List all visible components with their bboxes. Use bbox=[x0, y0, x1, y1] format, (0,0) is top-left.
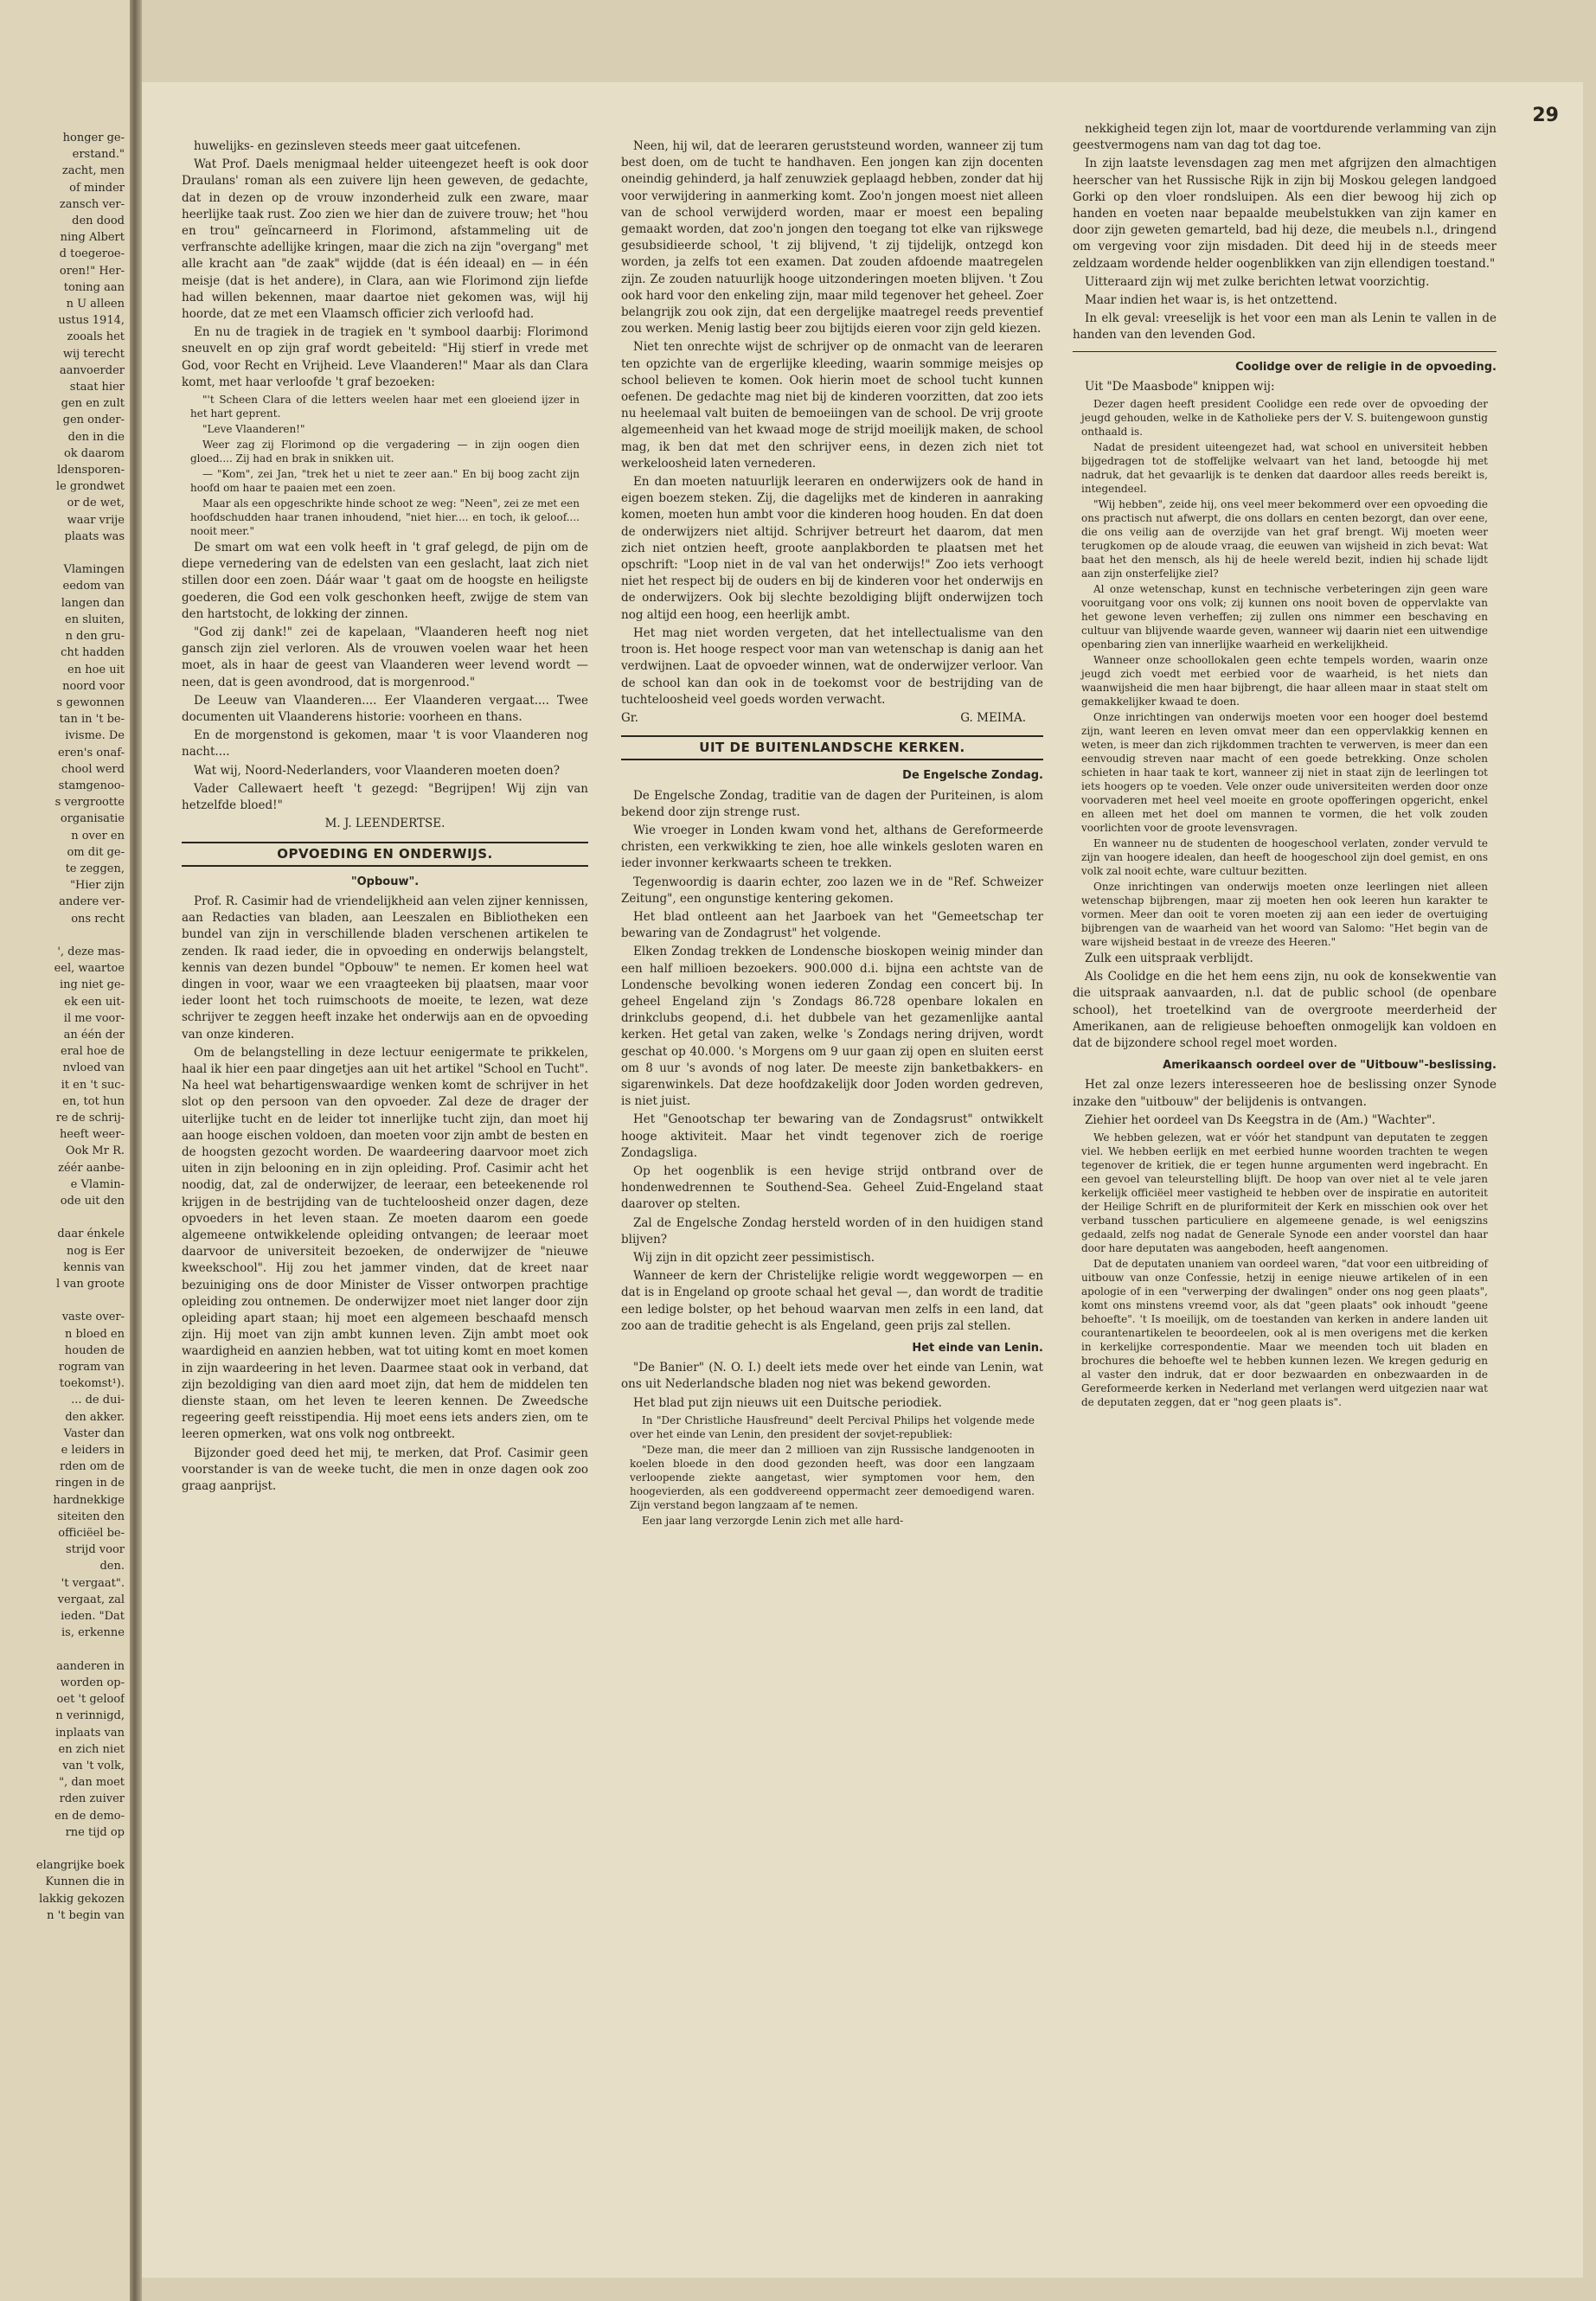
edge-text-line: Kunnen die in bbox=[45, 1875, 125, 1889]
edge-text-line: te zeggen, bbox=[65, 862, 125, 875]
edge-text-line: stamgenoo- bbox=[58, 779, 125, 792]
edge-text-line: s vergrootte bbox=[54, 796, 125, 810]
edge-text-line: toning aan bbox=[63, 280, 125, 294]
quoted-paragraph: "Deze man, die meer dan 2 millioen van zijn Russische landgenooten in koelen bloede in den dood gezonden heeft, was door een langzaam verloopende ziekte aangetast, wier symptomen voor hem, den hoogevierden, als een goddvereend oppermacht zeer demoedigend waren. Zijn verstand begon langzaam af te nemen. bbox=[630, 1443, 1035, 1511]
edge-text-line: Ook Mr R. bbox=[65, 1144, 125, 1158]
edge-text-line: ivisme. De bbox=[65, 729, 125, 743]
edge-text-line: le grondwet bbox=[55, 480, 125, 494]
edge-text-line: toekomst¹). bbox=[59, 1377, 125, 1391]
column-3 bbox=[1073, 121, 1497, 2266]
edge-text-line: organisatie bbox=[60, 812, 125, 826]
edge-text-line: ldensporen- bbox=[56, 464, 125, 478]
edge-text-line: ek een uit- bbox=[64, 995, 125, 1009]
edge-text-line: en, tot hun bbox=[62, 1094, 125, 1108]
edge-text-line: rogram van bbox=[58, 1361, 125, 1375]
paragraph: Op het oogenblik is een hevige strijd ontbrand over de hondenwedrennen te Southend-Sea. Geheel Zuid-Engeland staat daarover op stelten. bbox=[621, 1163, 1043, 1212]
paragraph: Wat Prof. Daels menigmaal helder uiteengezet heeft is ook door Draulans' roman als een zuivere lijn heen geweven, de gedachte, dat in dezen op de vrouw inzonderheid zulk een zware, maar heerlijke taak rust. Zoo zien we hier dan de zuivere trouw; het "hou en trou" geïncarneerd in Florimond, afstammeling uit de verfranschte adellijke kringen, maar die zich na zijn "overgang" met alle kracht aan "de zaak" wijdde (dat is één ideaal) en — in één meisje (dat is het andere), in Clara, aan wie Florimond zijn liefde had willen bekennen, maar daartoe niet gekomen was, wijl hij hoorde, dat ze met een Vlaamsch officier zich verloofd had. bbox=[182, 157, 588, 322]
quoted-paragraph: En wanneer nu de studenten de hoogeschool verlaten, zonder vervuld te zijn van hoogere idealen, dan heeft de hoogeschool zijn doel gemist, en ons volk zal nooit echte, ware cultuur bezitten. bbox=[1081, 837, 1488, 878]
edge-text-line: en zich niet bbox=[58, 1742, 125, 1756]
paragraph: En de morgenstond is gekomen, maar 't is voor Vlaanderen nog nacht.... bbox=[182, 728, 588, 760]
paragraph: Neen, hij wil, dat de leeraren geruststeund worden, wanneer zij tum best doen, om de tucht te handhaven. Een jongen kan zijn docenten oneindig gehinderd, ja half zenuwziek geplaagd hebben, zonder dat hij voor verwijdering in aanmerking komt. Zoo'n jongen moest niet alleen van de school verwijderd worden, maar er moest een bepaling gemaakt worden, dat zoo'n jongen den toegang tot elke van rijkswege gesubsidieerde school, 't zij blijvend, 't zij tijdelijk, ontzegd kon worden, ja zelfs tot een examen. Dat zouden afdoende maatregelen zijn. Ze zouden natuurlijk hooge uitzonderingen moeten blijven. 't Zou ook hard voor den enkeling zijn, maar mild tegenover het geheel. Zoer belangrijk zou ook zijn, dat een dergelijke maatregel reeds preventief zou werken. Menig lastig beer zou bijtijds eieren voor zijn geld kiezen. bbox=[621, 139, 1043, 336]
quoted-paragraph: "Leve Vlaanderen!" bbox=[202, 423, 305, 436]
section-heading-buitenlandsche-kerken: UIT DE BUITENLANDSCHE KERKEN. bbox=[621, 735, 1043, 760]
paragraph: "De Banier" (N. O. I.) deelt iets mede over het einde van Lenin, wat ons uit Nederlandsche bladen nog niet was bekend geworden. bbox=[621, 1361, 1043, 1392]
edge-text-line: siteiten den bbox=[57, 1509, 125, 1523]
edge-text-line: den dood bbox=[72, 215, 125, 228]
page-number: 29 bbox=[1532, 105, 1559, 126]
edge-text-line: honger ge- bbox=[62, 131, 125, 144]
edge-text-line: "Hier zijn bbox=[70, 879, 125, 893]
edge-text-line: aanderen in bbox=[56, 1659, 125, 1673]
edge-text-line: den in die bbox=[67, 430, 125, 444]
subheading-engelsche-zondag: De Engelsche Zondag. bbox=[902, 769, 1043, 783]
edge-text-line: is, erkenne bbox=[61, 1626, 125, 1640]
edge-text-line: ", dan moet bbox=[59, 1776, 125, 1790]
edge-text-line: n den gru- bbox=[65, 630, 125, 644]
edge-text-line: hardnekkige bbox=[53, 1493, 125, 1507]
edge-text-line: oren!" Her- bbox=[59, 264, 125, 278]
paragraph: De smart om wat een volk heeft in 't graf gelegd, de pijn om de diepe vernedering van de edelsten van een geslacht, laat zich niet stillen door een zoen. Dáár waar 't gaat om de hoogste en heiligste goederen, die God een volk geschonken heeft, zwijge de stem van den hartstocht, de lokking der zinnen. bbox=[182, 541, 588, 621]
edge-text-line: vaste over- bbox=[61, 1311, 125, 1324]
edge-text-line: n 't begin van bbox=[47, 1908, 125, 1922]
paragraph: Het "Genootschap ter bewaring van de Zondagsrust" ontwikkelt hooge aktiviteit. Maar het vindt tegenover zich de roerige Zondagsliga. bbox=[621, 1112, 1043, 1160]
edge-text-line: n U alleen bbox=[66, 298, 125, 311]
edge-text-line: re de schrij- bbox=[55, 1111, 125, 1125]
edge-text-line: andere ver- bbox=[59, 895, 125, 909]
edge-text-line: s gewonnen bbox=[56, 695, 125, 709]
edge-text-line: ... de dui- bbox=[71, 1394, 125, 1407]
edge-text-line: vergaat, zal bbox=[57, 1593, 125, 1606]
paragraph: Uitteraard zijn wij met zulke berichten letwat voorzichtig. bbox=[1085, 274, 1430, 289]
paragraph: Elken Zondag trekken de Londensche bioskopen weinig minder dan een half millioen bezoekers. 900.000 d.i. bijna een achtste van de Londensche bevolking wonen iederen Zondag een concert bij. In geheel Engeland zijn 's Zondags 86.728 openbare lokalen en drinkclubs geopend, d.i. het dubbele van het gezamenlijke aantal kerken. Het getal van zaken, welke 's Zondags nering drijven, wordt geschat op 40.000. 's Morgens om 9 uur gaan zij open en sluiten eerst om 8 uur 's avonds of nog later. De meeste zijn banketbakkers- en sigarenwinkels. Dat deze hoofdzakelijk door Joden worden gedreven, is niet juist. bbox=[621, 945, 1043, 1109]
edge-text-line: en hoe uit bbox=[67, 663, 125, 676]
paragraph: In zijn laatste levensdagen zag men met afgrijzen den almachtigen heerscher van het Russische Rijk in zijn bij Moskou gelegen landgoed Gorki op den vloer rondsluipen. Als een dier bewoog hij zich op handen en voeten naar bepaalde meubelstukken van zijn kamer en door zijn geweten gemarteld, bad hij deze, die meubels n.l., dringend om vergeving voor zijn misdaden. Dit deed hij in de steeds meer zeldzaam wordende helder oogenblikken van zijn ellendigen toestand." bbox=[1073, 157, 1497, 271]
quoted-paragraph: We hebben gelezen, wat er vóór het standpunt van deputaten te zeggen viel. We hebben eerlijk en met eerbied hunne woorden trachten te wegen tegenover de kritiek, die er tegen hunne argumenten werd ingebracht. En een gevoel van teleurstelling blijft. De hoop van over niet al te vele jaren kerkelijk officiëel meer vastigheid te hebben over de inspiratie en autoriteit der Heilige Schrift en de pluriformiteit der Kerk en misschien ook over het verband tusschen particuliere en algemeene genade, is wel eenigszins gedaald, zelfs nog nadat de Generale Synode een ander voorstel dan haar door hare deputaten was aangeboden, heeft aangenomen. bbox=[1081, 1131, 1488, 1255]
edge-text-line: kennis van bbox=[63, 1260, 125, 1274]
edge-text-line: zansch ver- bbox=[59, 197, 125, 211]
paragraph: Het blad ontleent aan het Jaarboek van het "Gemeetschap ter bewaring van de Zondagrust" het volgende. bbox=[621, 909, 1043, 941]
edge-text-line: van 't volk, bbox=[62, 1759, 125, 1772]
edge-text-line: zéér aanbe- bbox=[58, 1161, 125, 1175]
edge-text-line: inplaats van bbox=[54, 1726, 125, 1740]
edge-text-line: eren's onaf- bbox=[57, 746, 125, 760]
edge-text-line: wij terecht bbox=[62, 347, 125, 361]
edge-text-line: daar énkele bbox=[57, 1227, 125, 1241]
paragraph: En dan moeten natuurlijk leeraren en onderwijzers ook de hand in eigen boezem steken. Zij, die dagelijks met de kinderen in aanraking komen, moeten hun ambt voor die kinderen hoog houden. En dat doen de onderwijzers niet altijd. Schrijver betreurt het daarom, dat men zich niet ontzien heeft, groote aanplakborden te plaatsen met het opschrift: "Loop niet in de val van het onderwijs!" Zoo iets verhoogt niet het respect bij de ouders en bij de kinderen voor het onderwijs en de onderwijzers. Ook bij slechte bezoldiging blijft onderwijzen toch nog altijd een hoog, een heerlijk ambt. bbox=[621, 475, 1043, 622]
edge-text-line bbox=[3, 1209, 125, 1226]
paragraph: Het blad put zijn nieuws uit een Duitsche periodiek. bbox=[633, 1395, 942, 1410]
edge-text-line: ustus 1914, bbox=[58, 314, 125, 328]
previous-page-text bbox=[3, 130, 125, 2240]
edge-text-line: zooals het bbox=[67, 330, 125, 344]
edge-text-line: oet 't geloof bbox=[56, 1693, 125, 1707]
edge-text-line: eral hoe de bbox=[61, 1045, 125, 1059]
edge-text-line: n over en bbox=[71, 829, 125, 843]
paragraph: Zulk een uitspraak verblijdt. bbox=[1085, 952, 1253, 966]
quoted-paragraph: "'t Scheen Clara of die letters weelen haar met een gloeiend ijzer in het hart geprent. bbox=[190, 394, 580, 420]
section-heading-opvoeding: OPVOEDING EN ONDERWIJS. bbox=[182, 842, 588, 867]
paragraph: Maar indien het waar is, is het ontzettend. bbox=[1085, 293, 1337, 308]
paragraph: Uit "De Maasbode" knippen wij: bbox=[1085, 379, 1275, 394]
edge-text-line: elangrijke boek bbox=[35, 1859, 125, 1873]
edge-text-line: it en 't suc- bbox=[61, 1078, 125, 1092]
edge-text-line: den. bbox=[99, 1560, 125, 1574]
edge-text-line: Vaster dan bbox=[63, 1426, 125, 1440]
edge-text-line: noord voor bbox=[62, 679, 125, 693]
paragraph: "God zij dank!" zei de kapelaan, "Vlaanderen heeft nog niet gansch zijn ziel verloren. Als de vrouwen voelen waar het heen moet, als in haar de geest van Vlaanderen weer levend wordt — neen, dat is geen avondrood, dat is morgenrood." bbox=[182, 625, 588, 689]
edge-text-line: plaats was bbox=[64, 529, 125, 543]
edge-text-line: officiëel be- bbox=[58, 1527, 125, 1541]
edge-text-line: rden zuiver bbox=[59, 1792, 125, 1806]
signature-gr: Gr. bbox=[621, 710, 639, 725]
edge-text-line: aanvoerder bbox=[59, 363, 125, 377]
paragraph: huwelijks- en gezinsleven steeds meer gaat uitcefenen. bbox=[194, 139, 522, 153]
column-1 bbox=[182, 138, 588, 2266]
edge-text-line: an één der bbox=[63, 1028, 125, 1042]
edge-text-line: cht hadden bbox=[61, 646, 125, 660]
edge-text-line: ieden. "Dat bbox=[61, 1610, 125, 1624]
edge-text-line: chool werd bbox=[61, 762, 125, 776]
paragraph: Om de belangstelling in deze lectuur eenigermate te prikkelen, haal ik hier een paar dingetjes aan uit het artikel "School en Tucht". Na heel wat behartigenswaardige wenken komt de schrijver in het slot op den persoon van den opvoeder. Zal deze de drager der uiterlijke tucht en de leider tot innerlijke tucht zijn, dan moet hij aan hooge eischen voldoen, dan moeten voor zijn ambt de besten en de hoogsten gezocht worden. De waardeering daarvoor moet zich uiten in zijn belooning en in zijn opleiding. Prof. Casimir acht het noodig, dat, zal de onderwijzer, de leeraar, een beteekenende rol krijgen in de bestrijding van de tuchteloosheid onzer dagen, deze opvoeders in het leven staan. Ze moeten daarom een goede algemeene ontwikkelende opleiding ontvangen; de leeraar moet daarvoor de universiteit bezoeken, de onderwijzer de "nieuwe kweekschool". Hij zou het jammer vinden, dat de kreet naar bezuiniging ons de door Minister de Visser ontworpen prachtige opleiding zou ontnemen. De onderwijzer moet niet langer door zijn opleiding apart staan; hij moet een algemeen beschaafd mensch zijn. Hij moet van zijn ambt kunnen leven. Zijn ambt moet ook waardigheid en aanzien hebben, wat tot uiting komt en moet komen in zijn waardeering in het leven. Daarmee staat ook in verband, dat zijn bezoldiging van dien aard moet zijn, dat hem de middelen ten dienste staan, om het leven te leeren kennen. De Zweedsche regeering geeft reisstipendia. Hij moet eens iets anders zien, om te leeren opmerken, wat ons volk nog ontbreekt. bbox=[182, 1045, 588, 1442]
quoted-paragraph: Een jaar lang verzorgde Lenin zich met alle hard- bbox=[642, 1514, 904, 1527]
paragraph: De Engelsche Zondag, traditie van de dagen der Puriteinen, is alom bekend door zijn strenge rust. bbox=[621, 788, 1043, 819]
paragraph: Wij zijn in dit opzicht zeer pessimistisch. bbox=[633, 1251, 875, 1265]
book-spine bbox=[130, 0, 142, 2301]
quoted-paragraph: Weer zag zij Florimond op die vergadering — in zijn oogen dien gloed.... Zij had en brak in snikken uit. bbox=[190, 439, 580, 465]
paragraph: Niet ten onrechte wijst de schrijver op de onmacht van de leeraren ten opzichte van de ergerlijke kleeding, waarin sommige meisjes op school believen te komen. Ook hierin moet de school tucht kunnen oefenen. De gedachte mag niet bij de kinderen voorzitten, dat zoo iets nu heelemaal valt buiten de bemoeiingen van de school. De vrij groote algemeenheid van het kwaad moge de strijd moeilijk maken, de school mag, ik ben dat met den schrijver eens, in dezen zich niet tot werkeloosheid laten vernederen. bbox=[621, 340, 1043, 471]
quoted-paragraph: Al onze wetenschap, kunst en technische verbeteringen zijn geen ware vooruitgang voor ons volk; zij kunnen ons nooit boven de oppervlakte van het gewone leven verheffen; zij zullen ons nimmer een beschaving en cultuur van blijvende waarde geven, wanneer wij daarin niet een uitwendige openbaring zien van innerlijke waarheid en werkelijkheid. bbox=[1081, 583, 1488, 651]
paragraph: Als Coolidge en die het hem eens zijn, nu ook de konsekwentie van die uitspraak aanvaarden, n.l. dat de public school (de openbare school), het troetelkind van de overgroote meerderheid der Amerikanen, aan de religieuse behoeften onmogelijk kan voldoen en dat de bijzondere school regel moet worden. bbox=[1073, 970, 1497, 1051]
edge-text-line: rne tijd op bbox=[65, 1825, 125, 1839]
paragraph: In elk geval: vreeselijk is het voor een man als Lenin te vallen in de handen van den levenden God. bbox=[1073, 311, 1497, 343]
edge-text-line: of minder bbox=[69, 181, 125, 195]
edge-text-line bbox=[3, 545, 125, 561]
quoted-paragraph: — "Kom", zei Jan, "trek het u niet te zeer aan." En bij boog zacht zijn hoofd om haar te paaien met een zoen. bbox=[190, 468, 580, 495]
article-signature bbox=[621, 710, 1043, 727]
paragraph: Zal de Engelsche Zondag hersteld worden of in den huidigen stand blijven? bbox=[621, 1215, 1043, 1247]
paragraph: Tegenwoordig is daarin echter, zoo lazen we in de "Ref. Schweizer Zeitung", een ongunstige kentering gekomen. bbox=[621, 875, 1043, 906]
paragraph: Vader Callewaert heeft 't gezegd: "Begrijpen! Wij zijn van hetzelfde bloed!" bbox=[182, 781, 588, 813]
edge-text-line: il me voor- bbox=[63, 1011, 125, 1025]
edge-text-line: nvloed van bbox=[62, 1061, 125, 1075]
quoted-paragraph: Onze inrichtingen van onderwijs moeten voor een hooger doel bestemd zijn, want leeren en leven omvat meer dan een oppervlakkig kennen en weten, is meer dan zich rijkdommen trachten te verwerven, is meer dan een eenvoudig streven naar macht of een goede betrekking. Onze scholen schieten in haar taak te kort, wanneer zij niet in staat zijn de leerlingen tot iets hoogers op te voeden. Vele onzer oude universiteiten werden door onze voorvaderen met heel veel moeite en groote opofferingen opgericht, enkel en alleen met het doel om mannen te vormen, die het volk zouden voorlichten voor de groote levensvragen. bbox=[1081, 711, 1488, 835]
paragraph: De Leeuw van Vlaanderen.... Eer Vlaanderen vergaat.... Twee documenten uit Vlaanderens historie: voorheen en thans. bbox=[182, 693, 588, 725]
paragraph: Het mag niet worden vergeten, dat het intellectualisme van den troon is. Het hooge respect voor man van wetenschap is danig aan het verdwijnen. Laat de opvoeder winnen, wat de onderwijzer verloor. Van de school kan dan ook in de toekomst voor de bestrijding van de tuchteloosheid veel goeds worden verwacht. bbox=[621, 625, 1043, 707]
edge-text-line: lakkig gekozen bbox=[39, 1892, 125, 1906]
edge-text-line: d toegeroe- bbox=[59, 247, 125, 261]
edge-text-line: rden om de bbox=[59, 1460, 125, 1474]
edge-text-line: strijd voor bbox=[66, 1543, 125, 1557]
paragraph: En nu de tragiek in de tragiek en 't symbool daarbij: Florimond sneuvelt en op zijn graf wordt gebeiteld: "Hij stierf in vrede met God, voor Recht en Vrijheid. Leve Vlaanderen!" Maar als dan Clara komt, met haar verloofde 't graf bezoeken: bbox=[182, 325, 588, 389]
edge-text-line: n bloed en bbox=[64, 1327, 125, 1341]
edge-text-line: ringen in de bbox=[55, 1477, 125, 1490]
column-2 bbox=[621, 138, 1043, 2266]
previous-page-edge bbox=[0, 0, 130, 2301]
edge-text-line bbox=[3, 927, 125, 944]
edge-text-line: ode uit den bbox=[60, 1195, 125, 1208]
edge-text-line: erstand." bbox=[72, 148, 125, 162]
edge-text-line: Vlamingen bbox=[63, 563, 125, 577]
edge-text-line: n verinnigd, bbox=[55, 1709, 125, 1723]
edge-text-line: nog is Eer bbox=[66, 1244, 125, 1258]
quoted-paragraph: Dat de deputaten unaniem van oordeel waren, "dat voor een uitbreiding of uitbouw van onze Confessie, hetzij in eenige nieuwe artikelen of in een apologie of in een "verwerping der dwalingen" onder ons nog geen plaats", komt ons minstens vreemd voor, als dat "geen plaats" ook inhoudt "geene behoefte". 't Is moeilijk, om de toestanden van kerken in andere landen uit courantenartikelen te beoordeelen, ook al is men overigens met die kerken in kerkelijke correspondentie. Maar we meenden toch uit bladen en brochures die behoefte wel te hebben kunnen lezen. We kregen gedurig en al vaster den indruk, dat er door bezwaarden en onbezwaarden in de Gereformeerde kerken in Nederland met verlangen werd uitgezien naar wat de deputaten zeggen, dat er "nog geen plaats is". bbox=[1081, 1258, 1488, 1409]
paragraph: Wie vroeger in Londen kwam vond het, althans de Gereformeerde christen, een verkwikking te zien, hoe alle winkels gesloten waren en ieder invonner kerkwaarts scheen te trekken. bbox=[621, 823, 1043, 871]
quoted-paragraph: Dezer dagen heeft president Coolidge een rede over de opvoeding der jeugd gehouden, welke in de Katholieke pers der V. S. buitengewoon gunstig onthaald is. bbox=[1081, 398, 1488, 439]
edge-text-line: l van groote bbox=[56, 1278, 125, 1292]
paragraph: Wanneer de kern der Christelijke religie wordt weggeworpen — en dat is in Engeland op groote schaal het geval —, dan wordt de traditie een ledige bolster, op het behoud waarvan men zelfs in een land, dat zoo aan de traditie gehecht is als Engeland, geen prijs zal stellen. bbox=[621, 1269, 1043, 1333]
signature-leendertse: M. J. LEENDERTSE. bbox=[324, 817, 445, 831]
edge-text-line bbox=[3, 1641, 125, 1657]
edge-text-line: worden op- bbox=[60, 1676, 125, 1689]
divider bbox=[1073, 351, 1497, 352]
article-title-opbouw: "Opbouw". bbox=[350, 875, 420, 888]
edge-text-line: den akker. bbox=[65, 1410, 125, 1424]
paragraph: nekkigheid tegen zijn lot, maar de voortdurende verlamming van zijn geestvermogens nam van dag tot dag toe. bbox=[1073, 122, 1497, 153]
signature-meima: G. MEIMA. bbox=[960, 710, 1026, 725]
edge-text-line: ing niet ge- bbox=[60, 978, 125, 992]
edge-text-line: ok daarom bbox=[63, 446, 125, 460]
edge-text-line: houden de bbox=[64, 1343, 125, 1357]
quoted-paragraph: Nadat de president uiteengezet had, wat school en universiteit hebben bijgedragen tot de stoffelijke welvaart van het land, betoogde hij met nadruk, dat het gevaarlijk is te denken dat daardoor alles reeds bereikt is, integendeel. bbox=[1081, 441, 1488, 496]
quoted-paragraph: In "Der Christliche Hausfreund" deelt Percival Philips het volgende mede over het einde van Lenin, den president der sovjet-republiek: bbox=[630, 1413, 1035, 1440]
edge-text-line: e Vlamin- bbox=[70, 1177, 125, 1191]
edge-text-line: staat hier bbox=[69, 381, 125, 394]
edge-text-line: langen dan bbox=[61, 596, 125, 610]
subheading-coolidge: Coolidge over de religie in de opvoeding. bbox=[1235, 360, 1497, 374]
edge-text-line: en sluiten, bbox=[65, 612, 125, 626]
edge-text-line: e leiders in bbox=[61, 1444, 125, 1458]
paragraph: Prof. R. Casimir had de vriendelijkheid aan velen zijner kennissen, aan Redacties van bladen, aan Leeszalen en Bibliotheken een bundel van zijn in verschillende bladen verschenen artikelen te zenden. Ik raad ieder, die in opvoeding en onderwijs belangstelt, kennis van dezen bundel "Opbouw" te nemen. Er komen heel wat dingen in voor, waar we een vraagteeken bij plaatsen, maar voor ieder loont het toch ruimschoots de moeite, te lezen, wat deze schrijver te zeggen heeft inzake het onderwijs aan en de opvoeding van onze kinderen. bbox=[182, 894, 588, 1042]
quoted-paragraph: Maar als een opgeschrikte hinde schoot ze weg: "Neen", zei ze met een hoofdschudden haar tranen inhoudend, "niet hier.... en toch, ik geloof.... nooit meer." bbox=[190, 497, 580, 538]
edge-text-line: heeft weer- bbox=[59, 1128, 125, 1142]
edge-text-line: ons recht bbox=[71, 912, 125, 926]
paragraph: Ziehier het oordeel van Ds Keegstra in de (Am.) "Wachter". bbox=[1085, 1112, 1436, 1127]
quoted-paragraph: Wanneer onze schoollokalen geen echte tempels worden, waarin onze jeugd zich voedt met eerbied voor de waarheid, is het niets dan waanwijsheid die men haar bijbrengt, die haar alleen maar in staat stelt om gemakkelijker kwaad te doen. bbox=[1081, 654, 1488, 708]
edge-text-line: or de wet, bbox=[67, 497, 125, 510]
edge-text-line: eedom van bbox=[62, 580, 125, 593]
subheading-einde-lenin: Het einde van Lenin. bbox=[912, 1342, 1043, 1356]
edge-text-line: ', deze mas- bbox=[57, 945, 125, 958]
edge-text-line: eel, waartoe bbox=[54, 962, 125, 976]
edge-text-line: om dit ge- bbox=[67, 845, 125, 859]
quoted-paragraph: Onze inrichtingen van onderwijs moeten onze leerlingen niet alleen wetenschap bijbrengen, maar zij moeten hen ook leeren hun karakter te vormen. Meer dan ooit te voren moeten zij aan een ieder de overtuiging bijbrengen van de waarheid van het woord van Salomo: "Het begin van de ware wijsheid bestaat in de vreeze des Heeren." bbox=[1081, 881, 1488, 949]
edge-text-line bbox=[3, 1841, 125, 1857]
edge-text-line: tan in 't be- bbox=[59, 713, 125, 727]
quoted-paragraph: "Wij hebben", zeide hij, ons veel meer bekommerd over een opvoeding die ons practisch nut afwerpt, die ons dollars en centen bezorgt, dan over eene, die ons veilig aan de overzijde van het graf brengt. Wij moeten weer terugkomen op de aloude vraag, die eeuwen van wijsheid in zich bevat: Wat baat het den mensch, als hij de heele wereld bezit, indien hij schade lijdt aan zijn onsterfelijke ziel? bbox=[1081, 498, 1488, 580]
edge-text-line: 't vergaat". bbox=[61, 1576, 125, 1590]
subheading-amerikaansch-oordeel: Amerikaansch oordeel over de "Uitbouw"-beslissing. bbox=[1163, 1059, 1497, 1073]
paragraph: Het zal onze lezers interesseeren hoe de beslissing onzer Synode inzake den "uitbouw" der belijdenis is ontvangen. bbox=[1073, 1078, 1497, 1109]
edge-text-line bbox=[3, 1292, 125, 1309]
edge-text-line: zacht, men bbox=[61, 164, 125, 178]
paragraph: Bijzonder goed deed het mij, te merken, dat Prof. Casimir geen voorstander is van de weeke tucht, die men in onze dagen ook zoo graag aanprijst. bbox=[182, 1445, 588, 1494]
edge-text-line: ning Albert bbox=[60, 231, 125, 245]
edge-text-line: gen onder- bbox=[62, 413, 125, 427]
paragraph: Wat wij, Noord-Nederlanders, voor Vlaanderen moeten doen? bbox=[194, 763, 560, 778]
edge-text-line: gen en zult bbox=[61, 397, 125, 411]
edge-text-line: waar vrije bbox=[67, 513, 125, 527]
edge-text-line: en de demo- bbox=[54, 1809, 125, 1823]
